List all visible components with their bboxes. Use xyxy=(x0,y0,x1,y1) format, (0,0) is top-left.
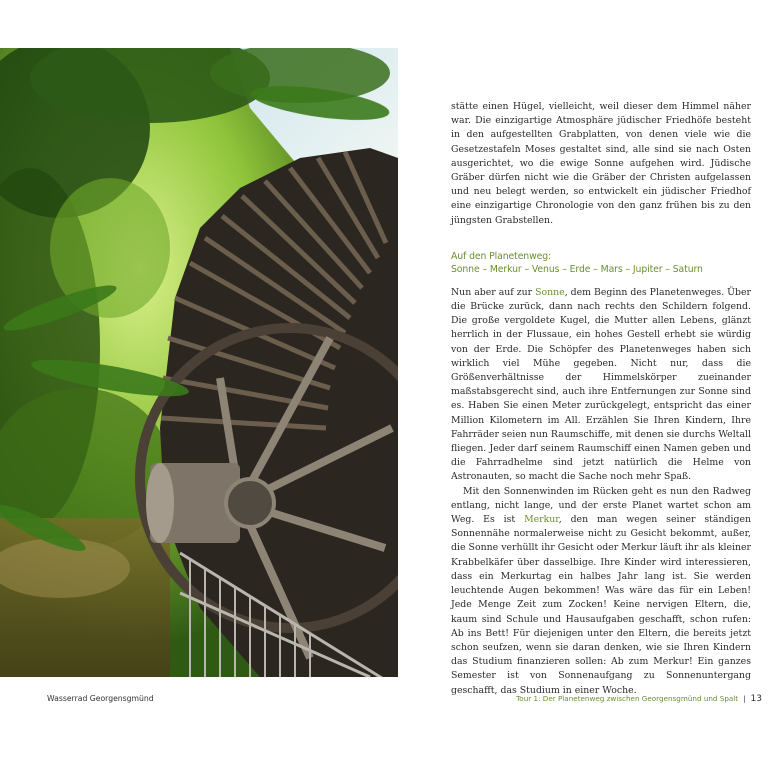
paragraph-sun-start: Nun aber auf zur xyxy=(451,286,536,298)
section-heading xyxy=(451,250,751,276)
highlight-merkur: Merkur xyxy=(524,514,559,526)
paragraph-sun-rest: , dem Beginn des Planetenweges. Über die Brücke zurück, dann nach rechts den Schildern folgend. Die große vergoldete Kugel, die Mutter allen Lebens, glänzt herrlich in der Flussaue, ein hohes Gestell erhebt sie würdig von der Erde. Die Schöpfer des Planetenweges haben sich wirklich viel Mühe gegeben. Nicht nur, dass die Größenverhältnisse der Himmelskörper zueinander maßstabsgerecht sind, auch ihre Entfernungen zur Sonne sind es. Haben Sie einen Meter zurückgelegt, entspricht das einer Million Kilometern im All. Erzählen Sie Ihren Kindern, Ihre Fahrräder seien nun Raumschiffe, mit denen sie durchs Weltall fliegen. Jeder darf seinem Raumschiff einen Namen geben und die Fahrradhelme sind jetzt natürlich die Helme von Astronauten, so macht die Sache noch mehr Spaß. xyxy=(451,286,752,483)
section-heading-title: Auf den Planetenweg: xyxy=(451,250,552,262)
running-title: Tour 1: Der Planetenweg zwischen Georgensgmünd und Spalt xyxy=(516,694,739,703)
footer-separator: | xyxy=(743,694,746,703)
page-number: 13 xyxy=(750,694,762,704)
section-heading-planets: Sonne – Merkur – Venus – Erde – Mars – Jupiter – Saturn xyxy=(451,263,703,275)
highlight-sonne: Sonne xyxy=(535,286,565,298)
waterwheel-photo xyxy=(0,48,398,677)
photo-caption: Wasserrad Georgensgmünd xyxy=(47,694,154,703)
paragraph-sun xyxy=(451,286,751,485)
paragraph-mercury-start: Mit den Sonnenwinden im Rücken geht es nun den Radweg entlang, nicht lange, und der erste Planet wartet schon am Weg. Es ist xyxy=(451,485,751,526)
paragraph-mercury xyxy=(451,485,751,698)
paragraph-cemetery: stätte einen Hügel, vielleicht, weil dieser dem Himmel näher war. Die einzigartige Atmosphäre jüdischer Friedhöfe besteht in den aufgestellten Grabplatten, von denen viele wie die Gesetzestafeln Moses gestaltet sind, alle sind sie nach Osten ausgerichtet, wo die ewige Sonne aufgehen wird. Jüdische Gräber dürfen nicht wie die Gräber der Christen aufgelassen und neu belegt werden, so entwickelt ein jüdischer Friedhof eine einzigartige Chronologie von den ganz frühen bis zu den jüngsten Grabstellen. xyxy=(451,101,751,226)
body-text-column xyxy=(451,100,751,698)
paragraph-mercury-rest: , den man wegen seiner ständigen Sonnennähe normalerweise nicht zu Gesicht bekommt, außer, die Sonne verhüllt ihr Gesicht oder Merkur läuft ihr als kleiner Krabbelkäfer über dasselbige. Ihre Kinder wird interessieren, dass ein Merkurtag ein halbes Jahr lang ist. Sie werden leuchtende Augen bekommen! Was wäre das für ein Leben! Jede Menge Zeit zum Zocken! Keine nervigen Eltern, die, kaum sind Schule und Hausaufgaben geschafft, schon rufen: Ab ins Bett! Für diejenigen unter den Eltern, die bereits jetzt schon seufzen, wenn sie daran denken, wie sie Ihren Kindern das Studium finanzieren sollen: Ab zum Merkur! Ein ganzes Semester ist von Sonnenaufgang zu Sonnenuntergang geschafft, das Studium in einer Woche. xyxy=(451,514,752,696)
page-footer xyxy=(516,694,762,704)
